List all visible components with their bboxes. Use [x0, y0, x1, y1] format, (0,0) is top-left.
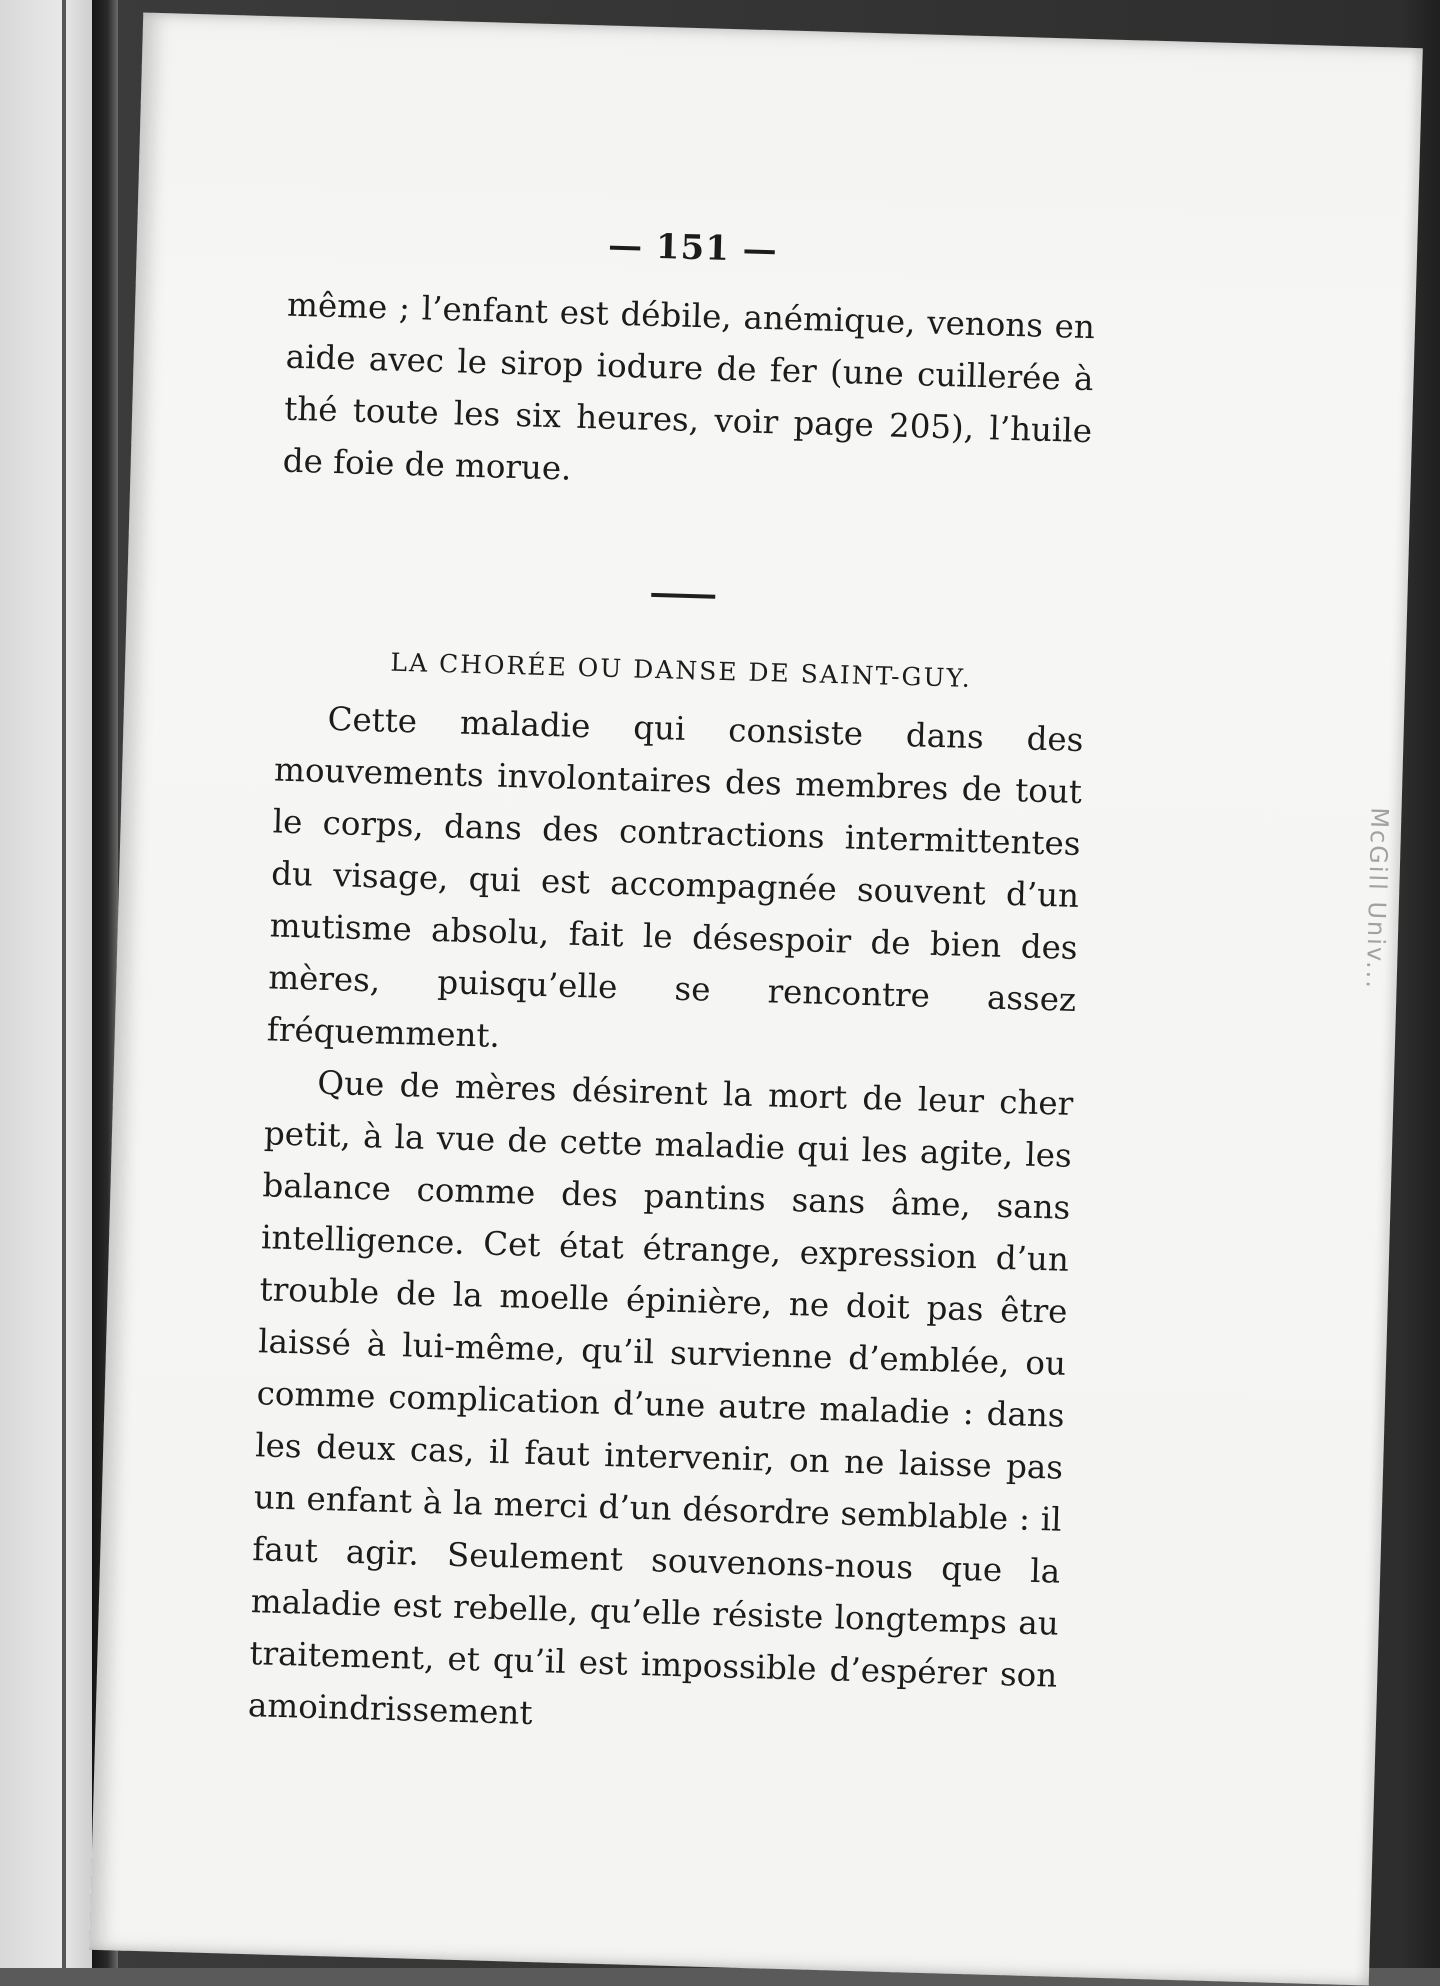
facing-page-margin-line	[62, 0, 66, 1968]
paragraph-continued: même ; l’enfant est débile, anémique, venons en aide avec le sirop iodure de fer (une cuillerée à thé toute les six heures, voir page 205), l’huile de foie de morue.	[282, 285, 1096, 488]
page-content	[247, 217, 1097, 1754]
section-paragraph: Cette maladie qui consiste dans des mouvements involontaires des membres de tout le corps, dans des contractions intermittentes du visage, qui est accompagnée souvent d’un mutisme absolu, fait le désespoir de bien des mères, puisqu’elle se rencontre assez fréquemment.	[266, 699, 1084, 1055]
bleed-through-text: McGill Univ...	[1360, 806, 1394, 991]
page-number: — 151 —	[607, 225, 779, 271]
section-paragraph: Que de mères désirent la mort de leur cher petit, à la vue de cette maladie qui les agite, les balance comme des pantins sans âme, sans intelligence. Cet état étrange, expression d’un trouble de la moelle épinière, ne doit pas être laissé à lui-même, qu’il survienne d’emblée, ou comme complication d’une autre maladie : dans les deux cas, il faut intervenir, on ne laisse pas un enfant à la merci d’un désordre semblable : il faut agir. Seulement souvenons-nous que la maladie est rebelle, qu’elle résiste longtemps au traitement, et qu’il est impossible d’espérer son amoindrissement	[247, 1063, 1074, 1733]
facing-page-edge	[0, 0, 92, 1968]
section-title: LA CHORÉE OU DANSE DE SAINT-GUY.	[390, 647, 973, 693]
section-divider	[651, 593, 715, 599]
book-page	[89, 13, 1423, 1986]
